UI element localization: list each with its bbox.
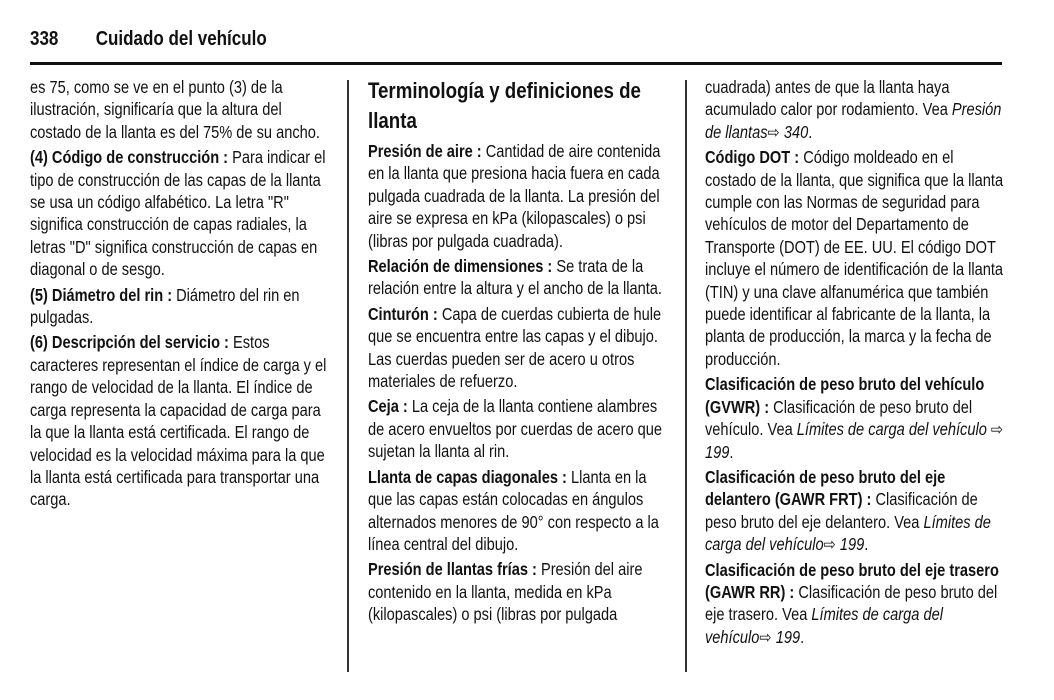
cross-reference-link[interactable]: Límites de carga del vehículo bbox=[796, 419, 987, 440]
body-text: Código moldeado en el costado de la llanta, que significa que la llanta cumple con las Normas de seguridad para vehículos de motor del Departamento de Transporte (DOT) de EE. UU. El código DOT incluye el número de identificación de la llanta (TIN) y una clave alfanumérica que también puede identificar al fabricante de la llanta, la planta de producción, la marca y la fecha de producción. bbox=[705, 147, 1004, 369]
column-divider bbox=[347, 80, 349, 672]
paragraph bbox=[705, 559, 1006, 649]
body-text: . bbox=[729, 441, 734, 462]
cross-reference-link[interactable]: Límites de carga del vehículo bbox=[705, 604, 943, 647]
body-text: Diámetro del rin en pulgadas. bbox=[30, 284, 300, 328]
term-label: (4) Código de construcción : bbox=[30, 147, 233, 168]
body-text: . bbox=[808, 121, 813, 142]
column-2 bbox=[368, 76, 669, 629]
term-label: Clasificación de peso bruto del vehículo (GVWR) : bbox=[705, 374, 985, 417]
column-3 bbox=[705, 76, 1006, 651]
term-label: Clasificación de peso bruto del eje trasero (GAWR RR) : bbox=[705, 559, 999, 602]
body-text: Clasificación de peso bruto del eje delantero. Vea bbox=[705, 489, 978, 532]
cross-reference-link[interactable]: 199 bbox=[771, 626, 801, 647]
header-rule bbox=[30, 62, 1002, 65]
section-heading: Terminología y definiciones de llanta bbox=[368, 78, 641, 133]
paragraph bbox=[368, 303, 669, 393]
term-label: Ceja : bbox=[368, 396, 412, 417]
term-label: Relación de dimensiones : bbox=[368, 256, 557, 277]
term-label: Clasificación de peso bruto del eje delantero (GAWR FRT) : bbox=[705, 466, 946, 510]
body-text: Para indicar el tipo de construcción de las capas de la llanta se usa un código alfabético. La letra "R" significa construcción de capas radiales, la letras "D" significa construcción de capas en diagonal o de sesgo. bbox=[30, 147, 326, 280]
body-text: cuadrada) antes de que la llanta haya acumulado calor por rodamiento. Vea bbox=[705, 77, 952, 120]
paragraph bbox=[705, 373, 1006, 463]
page-header bbox=[30, 28, 267, 51]
paragraph bbox=[368, 395, 669, 462]
paragraph bbox=[705, 76, 1006, 143]
paragraph bbox=[368, 558, 669, 625]
page-number: 338 bbox=[30, 28, 59, 50]
section-title: Cuidado del vehículo bbox=[95, 28, 267, 50]
column-1 bbox=[30, 76, 331, 514]
page-reference-arrow-icon: ⇨ bbox=[823, 534, 836, 555]
page-reference-arrow-icon: ⇨ bbox=[986, 419, 1004, 440]
paragraph bbox=[368, 140, 669, 252]
body-text: Capa de cuerdas cubierta de hule que se encuentra entre las capas y el dibujo. Las cuerdas pueden ser de acero u otros materiales de refuerzo. bbox=[368, 303, 662, 392]
body-text: es 75, como se ve en el punto (3) de la ilustración, significaría que la altura del costado de la llanta es del 75% de su ancho. bbox=[30, 77, 320, 142]
body-text: Se trata de la relación entre la altura y el ancho de la llanta. bbox=[368, 256, 662, 299]
paragraph bbox=[705, 146, 1006, 370]
term-label: Llanta de capas diagonales : bbox=[368, 466, 571, 487]
paragraph bbox=[368, 255, 669, 300]
cross-reference-link[interactable]: Presión de llantas bbox=[705, 99, 1002, 142]
body-text: Clasificación de peso bruto del vehículo. Vea bbox=[705, 396, 973, 440]
column-divider bbox=[685, 80, 687, 672]
paragraph bbox=[30, 146, 331, 280]
cross-reference-link[interactable]: 340 bbox=[779, 121, 809, 142]
cross-reference-link[interactable]: 199 bbox=[835, 534, 865, 555]
term-label: Presión de aire : bbox=[368, 141, 486, 161]
page-reference-arrow-icon: ⇨ bbox=[767, 121, 780, 142]
paragraph bbox=[30, 284, 331, 329]
paragraph bbox=[30, 331, 331, 510]
body-text: Clasificación de peso bruto del eje trasero. Vea bbox=[705, 581, 998, 625]
body-text: Llanta en la que las capas están colocadas en ángulos alternados menores de 90° con respecto a la línea central del dibujo. bbox=[368, 466, 659, 554]
paragraph bbox=[368, 466, 669, 556]
paragraph bbox=[705, 466, 1006, 556]
paragraph bbox=[30, 76, 331, 143]
term-label: Presión de llantas frías : bbox=[368, 559, 541, 580]
cross-reference-link[interactable]: Límites de carga del vehículo bbox=[705, 511, 991, 555]
term-label: Código DOT : bbox=[705, 147, 804, 168]
body-text: Cantidad de aire contenida en la llanta que presiona hacia fuera en cada pulgada cuadrada de la llanta. La presión del aire se expresa en kPa (kilopascales) o psi (libras por pulgada cuadrada). bbox=[368, 141, 661, 251]
term-label: (5) Diámetro del rin : bbox=[30, 284, 177, 305]
cross-reference-link[interactable]: 199 bbox=[705, 441, 730, 462]
body-text: Estos caracteres representan el índice de carga y el rango de velocidad de la llanta. El índice de carga representa la capacidad de carga para la que la llanta está certificada. El rango de velocidad es la velocidad máxima para la que la llanta está certificada para transportar una carga. bbox=[30, 332, 327, 510]
body-text: . bbox=[800, 626, 805, 647]
body-text: La ceja de la llanta contiene alambres de acero envueltos por cuerdas de acero que sujetan la llanta al rin. bbox=[368, 396, 663, 462]
term-label: Cinturón : bbox=[368, 303, 442, 324]
body-text: Presión del aire contenido en la llanta, medida en kPa (kilopascales) o psi (libras por pulgada bbox=[368, 559, 643, 625]
body-text: . bbox=[864, 534, 869, 555]
page-reference-arrow-icon: ⇨ bbox=[759, 626, 772, 647]
term-label: (6) Descripción del servicio : bbox=[30, 332, 233, 353]
